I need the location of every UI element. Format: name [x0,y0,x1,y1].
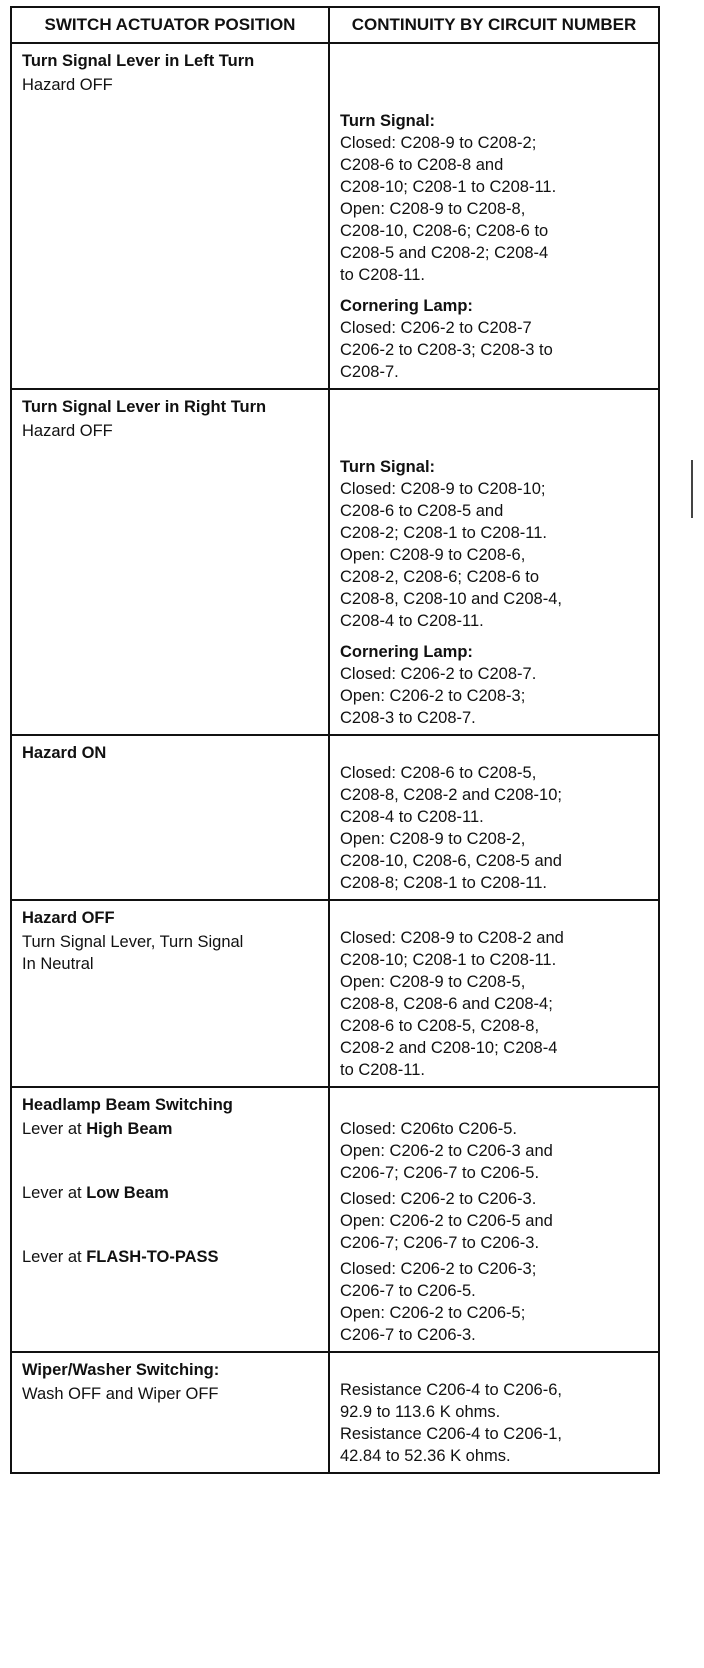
continuity-line: C206-7; C206-7 to C206-5. [340,1164,540,1182]
continuity-table [10,6,660,1474]
continuity-cell [329,389,659,735]
position-heading: Wiper/Washer Switching: [22,1361,220,1379]
continuity-line: 92.9 to 113.6 K ohms. [340,1403,501,1421]
position-cell [11,1352,329,1473]
position-cell [11,43,329,389]
continuity-cell [329,1352,659,1473]
continuity-line: C208-8, C208-2 and C208-10; [340,786,562,804]
continuity-line: Closed: C206-2 to C208-7. [340,665,537,683]
lever-name: Low Beam [86,1184,169,1202]
continuity-line: Resistance C206-4 to C206-1, [340,1425,562,1443]
lever-position [22,1246,320,1268]
table-row [11,43,659,389]
continuity-line: Closed: C206to C206-5. [340,1120,518,1138]
table-row [11,900,659,1087]
continuity-line: C208-10, C208-6, C208-5 and [340,852,562,870]
position-heading: Turn Signal Lever in Left Turn [22,52,255,70]
continuity-line: C208-6 to C208-5 and [340,502,504,520]
lever-continuity [340,1188,650,1254]
lever-position [22,1182,320,1204]
continuity-line: C208-10; C208-1 to C208-11. [340,178,557,196]
position-heading: Hazard ON [22,744,107,762]
continuity-cell [329,1087,659,1352]
header-switch-position: SWITCH ACTUATOR POSITION [11,7,329,43]
block-title: Turn Signal: [340,112,436,130]
continuity-line: C208-10; C208-1 to C208-11. [340,951,557,969]
table-row [11,735,659,900]
continuity-cell [329,900,659,1087]
continuity-line: Closed: C208-9 to C208-10; [340,480,546,498]
position-cell [11,1087,329,1352]
lever-name: High Beam [86,1120,173,1138]
continuity-line: to C208-11. [340,266,425,284]
continuity-line: C208-6 to C208-5, C208-8, [340,1017,540,1035]
continuity-line: 42.84 to 52.36 K ohms. [340,1447,511,1465]
position-cell [11,735,329,900]
position-heading: Turn Signal Lever in Right Turn [22,398,267,416]
continuity-line: Open: C206-2 to C206-5; [340,1304,526,1322]
continuity-line: C206-2 to C208-3; C208-3 to [340,341,553,359]
continuity-line: C208-8; C208-1 to C208-11. [340,874,547,892]
continuity-line: C206-7 to C206-3. [340,1326,476,1344]
continuity-line: C208-6 to C208-8 and [340,156,504,174]
continuity-line: C206-7; C206-7 to C206-3. [340,1234,540,1252]
continuity-line: Closed: C206-2 to C206-3; [340,1260,537,1278]
continuity-line: Closed: C208-9 to C208-2; [340,134,537,152]
continuity-line: C208-2 and C208-10; C208-4 [340,1039,558,1057]
continuity-line: Closed: C206-2 to C206-3. [340,1190,537,1208]
position-sub: Wash OFF and Wiper OFF [22,1385,219,1403]
continuity-line: C208-3 to C208-7. [340,709,476,727]
block-title: Cornering Lamp: [340,643,473,661]
continuity-line: Closed: C206-2 to C208-7 [340,319,532,337]
block-title: Turn Signal: [340,458,436,476]
continuity-line: C208-7. [340,363,399,381]
block-title: Cornering Lamp: [340,297,473,315]
header-continuity: CONTINUITY BY CIRCUIT NUMBER [329,7,659,43]
continuity-line: C208-2; C208-1 to C208-11. [340,524,547,542]
continuity-line: to C208-11. [340,1061,425,1079]
position-heading: Headlamp Beam Switching [22,1096,233,1114]
continuity-cell [329,735,659,900]
continuity-line: C208-10, C208-6; C208-6 to [340,222,549,240]
margin-mark [691,460,693,518]
continuity-line: Open: C206-2 to C206-5 and [340,1212,553,1230]
continuity-line: Open: C208-9 to C208-5, [340,973,526,991]
lever-name: FLASH-TO-PASS [86,1248,219,1266]
position-cell [11,389,329,735]
position-line: Turn Signal Lever, Turn Signal [22,933,244,951]
continuity-line: Resistance C206-4 to C206-6, [340,1381,562,1399]
lever-continuity [340,1258,650,1346]
lever-prefix: Lever at [22,1184,87,1202]
continuity-line: C208-8, C208-6 and C208-4; [340,995,553,1013]
continuity-line: C208-5 and C208-2; C208-4 [340,244,549,262]
continuity-line: C208-2, C208-6; C208-6 to [340,568,540,586]
table-row [11,1352,659,1473]
position-cell [11,900,329,1087]
continuity-line: Open: C208-9 to C208-2, [340,830,526,848]
position-sub: Hazard OFF [22,422,113,440]
lever-prefix: Lever at [22,1248,87,1266]
table-row [11,389,659,735]
position-sub: Hazard OFF [22,76,113,94]
position-heading: Hazard OFF [22,909,115,927]
continuity-line: Open: C206-2 to C208-3; [340,687,526,705]
continuity-line: C208-4 to C208-11. [340,612,484,630]
table-row [11,1087,659,1352]
continuity-line: Closed: C208-6 to C208-5, [340,764,537,782]
position-line: In Neutral [22,955,94,973]
continuity-line: Open: C206-2 to C206-3 and [340,1142,553,1160]
continuity-cell [329,43,659,389]
header-row [11,7,659,43]
continuity-table-page [10,6,670,1474]
continuity-line: C208-8, C208-10 and C208-4, [340,590,562,608]
lever-continuity [340,1118,650,1184]
lever-prefix: Lever at [22,1120,87,1138]
continuity-line: C208-4 to C208-11. [340,808,484,826]
continuity-line: C206-7 to C206-5. [340,1282,476,1300]
continuity-line: Closed: C208-9 to C208-2 and [340,929,564,947]
lever-position [22,1118,320,1140]
continuity-line: Open: C208-9 to C208-6, [340,546,526,564]
continuity-line: Open: C208-9 to C208-8, [340,200,526,218]
